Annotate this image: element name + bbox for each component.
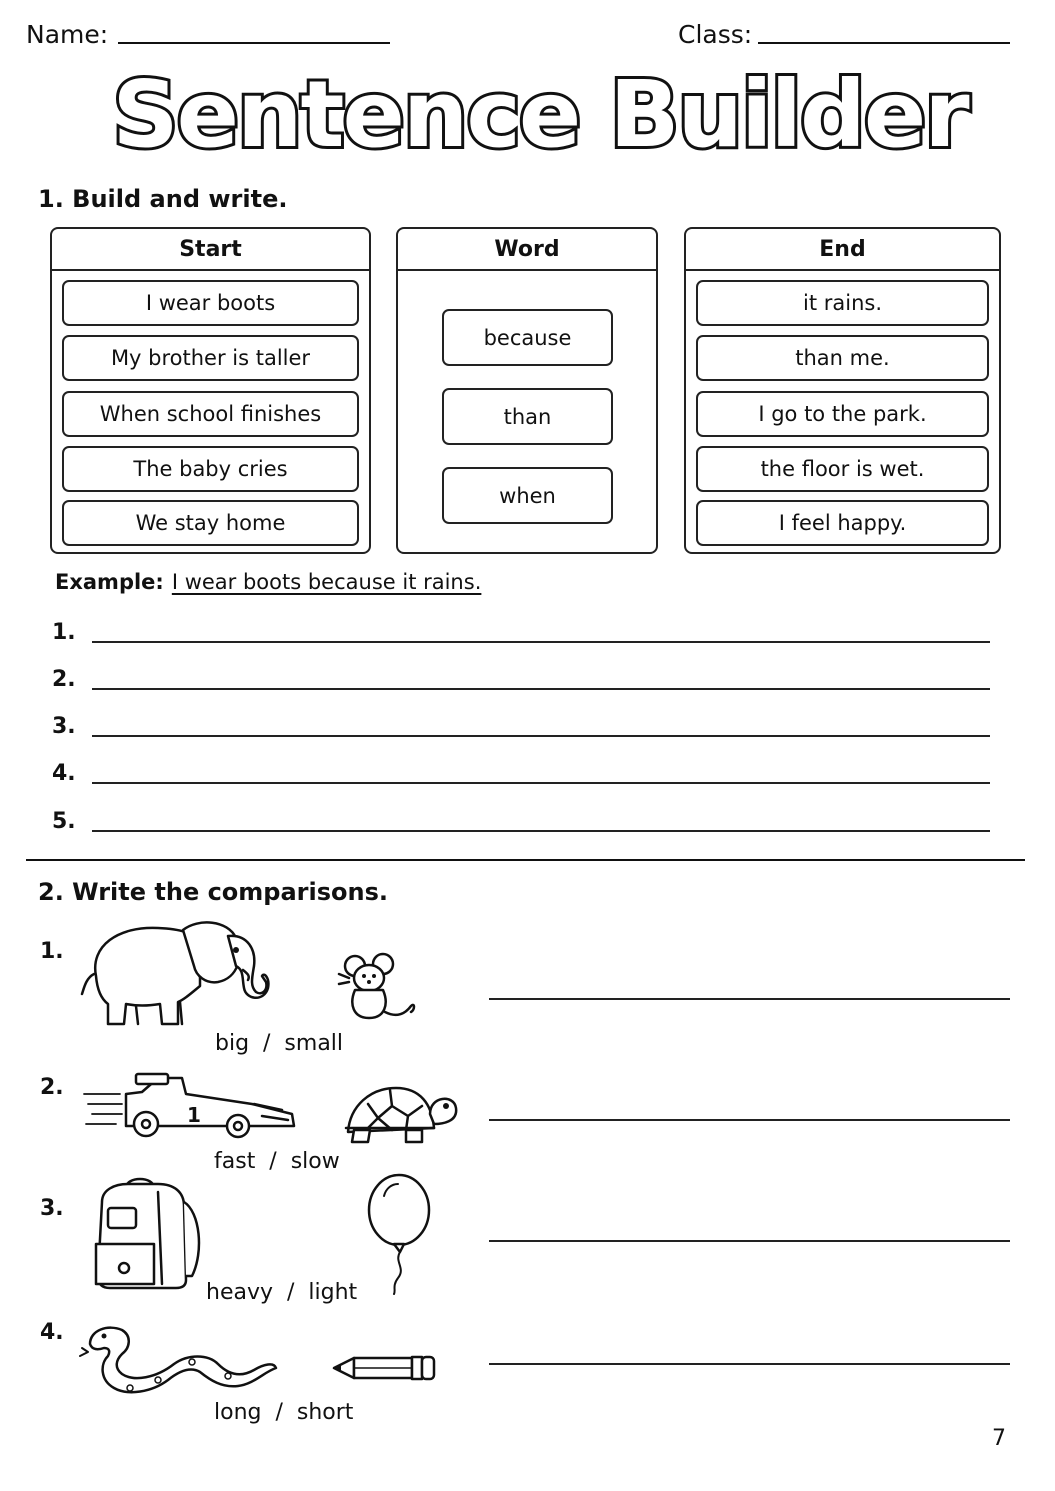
answer-line[interactable] bbox=[92, 782, 990, 784]
end-chip[interactable]: I go to the park. bbox=[696, 391, 989, 437]
comparison-answer-line[interactable] bbox=[489, 1240, 1010, 1242]
line-number: 5. bbox=[52, 809, 76, 834]
page-title bbox=[112, 58, 968, 168]
example-row bbox=[55, 570, 481, 594]
class-label: Class: bbox=[678, 20, 753, 49]
line-number: 1. bbox=[52, 620, 76, 645]
name-label: Name: bbox=[26, 20, 109, 49]
page-number: 7 bbox=[992, 1426, 1006, 1451]
word-heading: Word bbox=[398, 229, 656, 271]
backpack-icon bbox=[88, 1172, 208, 1292]
turtle-icon bbox=[344, 1078, 460, 1144]
start-chip[interactable]: The baby cries bbox=[62, 446, 359, 492]
answer-line[interactable] bbox=[92, 688, 990, 690]
end-chip[interactable]: the floor is wet. bbox=[696, 446, 989, 492]
end-panel bbox=[684, 227, 1001, 554]
comparison-pair: fast / slow bbox=[214, 1149, 340, 1174]
start-chip[interactable]: We stay home bbox=[62, 500, 359, 546]
comparison-answer-line[interactable] bbox=[489, 1363, 1010, 1365]
word-chip[interactable]: when bbox=[442, 467, 613, 524]
comparison-answer-line[interactable] bbox=[489, 1119, 1010, 1121]
answer-line[interactable] bbox=[92, 735, 990, 737]
example-sentence: I wear boots because it rains. bbox=[171, 570, 482, 594]
line-number: 3. bbox=[52, 714, 76, 739]
comparison-number: 2. bbox=[40, 1075, 64, 1100]
start-heading: Start bbox=[52, 229, 369, 271]
answer-line[interactable] bbox=[92, 830, 990, 832]
start-chip[interactable]: My brother is taller bbox=[62, 335, 359, 381]
word-panel bbox=[396, 227, 658, 554]
answer-line[interactable] bbox=[92, 641, 990, 643]
line-number: 4. bbox=[52, 761, 76, 786]
word-chip[interactable]: because bbox=[442, 309, 613, 366]
section1-title: 1. Build and write. bbox=[38, 185, 288, 213]
svg-text:1: 1 bbox=[187, 1103, 201, 1127]
word-chip[interactable]: than bbox=[442, 388, 613, 445]
race-car-icon bbox=[82, 1070, 300, 1140]
elephant-icon bbox=[78, 916, 268, 1034]
class-field[interactable] bbox=[758, 42, 1010, 44]
comparison-number: 1. bbox=[40, 939, 64, 964]
start-chip[interactable]: I wear boots bbox=[62, 280, 359, 326]
comparison-answer-line[interactable] bbox=[489, 998, 1010, 1000]
end-heading: End bbox=[686, 229, 999, 271]
comparison-pair: big / small bbox=[215, 1031, 344, 1056]
mouse-icon bbox=[335, 948, 417, 1022]
example-label: Example: bbox=[55, 570, 164, 594]
end-chip[interactable]: it rains. bbox=[696, 280, 989, 326]
pencil-icon bbox=[332, 1352, 436, 1384]
comparison-pair: heavy / light bbox=[206, 1280, 358, 1305]
section2-title: 2. Write the comparisons. bbox=[38, 878, 389, 906]
end-chip[interactable]: than me. bbox=[696, 335, 989, 381]
section-divider bbox=[26, 859, 1025, 861]
snake-icon bbox=[78, 1314, 280, 1400]
start-panel bbox=[50, 227, 371, 554]
page-title-text: Sentence Builder bbox=[112, 61, 968, 168]
comparison-pair: long / short bbox=[214, 1400, 354, 1425]
line-number: 2. bbox=[52, 667, 76, 692]
end-chip[interactable]: I feel happy. bbox=[696, 500, 989, 546]
comparison-number: 4. bbox=[40, 1320, 64, 1345]
comparison-number: 3. bbox=[40, 1196, 64, 1221]
start-chip[interactable]: When school finishes bbox=[62, 391, 359, 437]
name-field[interactable] bbox=[118, 42, 390, 44]
balloon-icon bbox=[364, 1172, 436, 1296]
